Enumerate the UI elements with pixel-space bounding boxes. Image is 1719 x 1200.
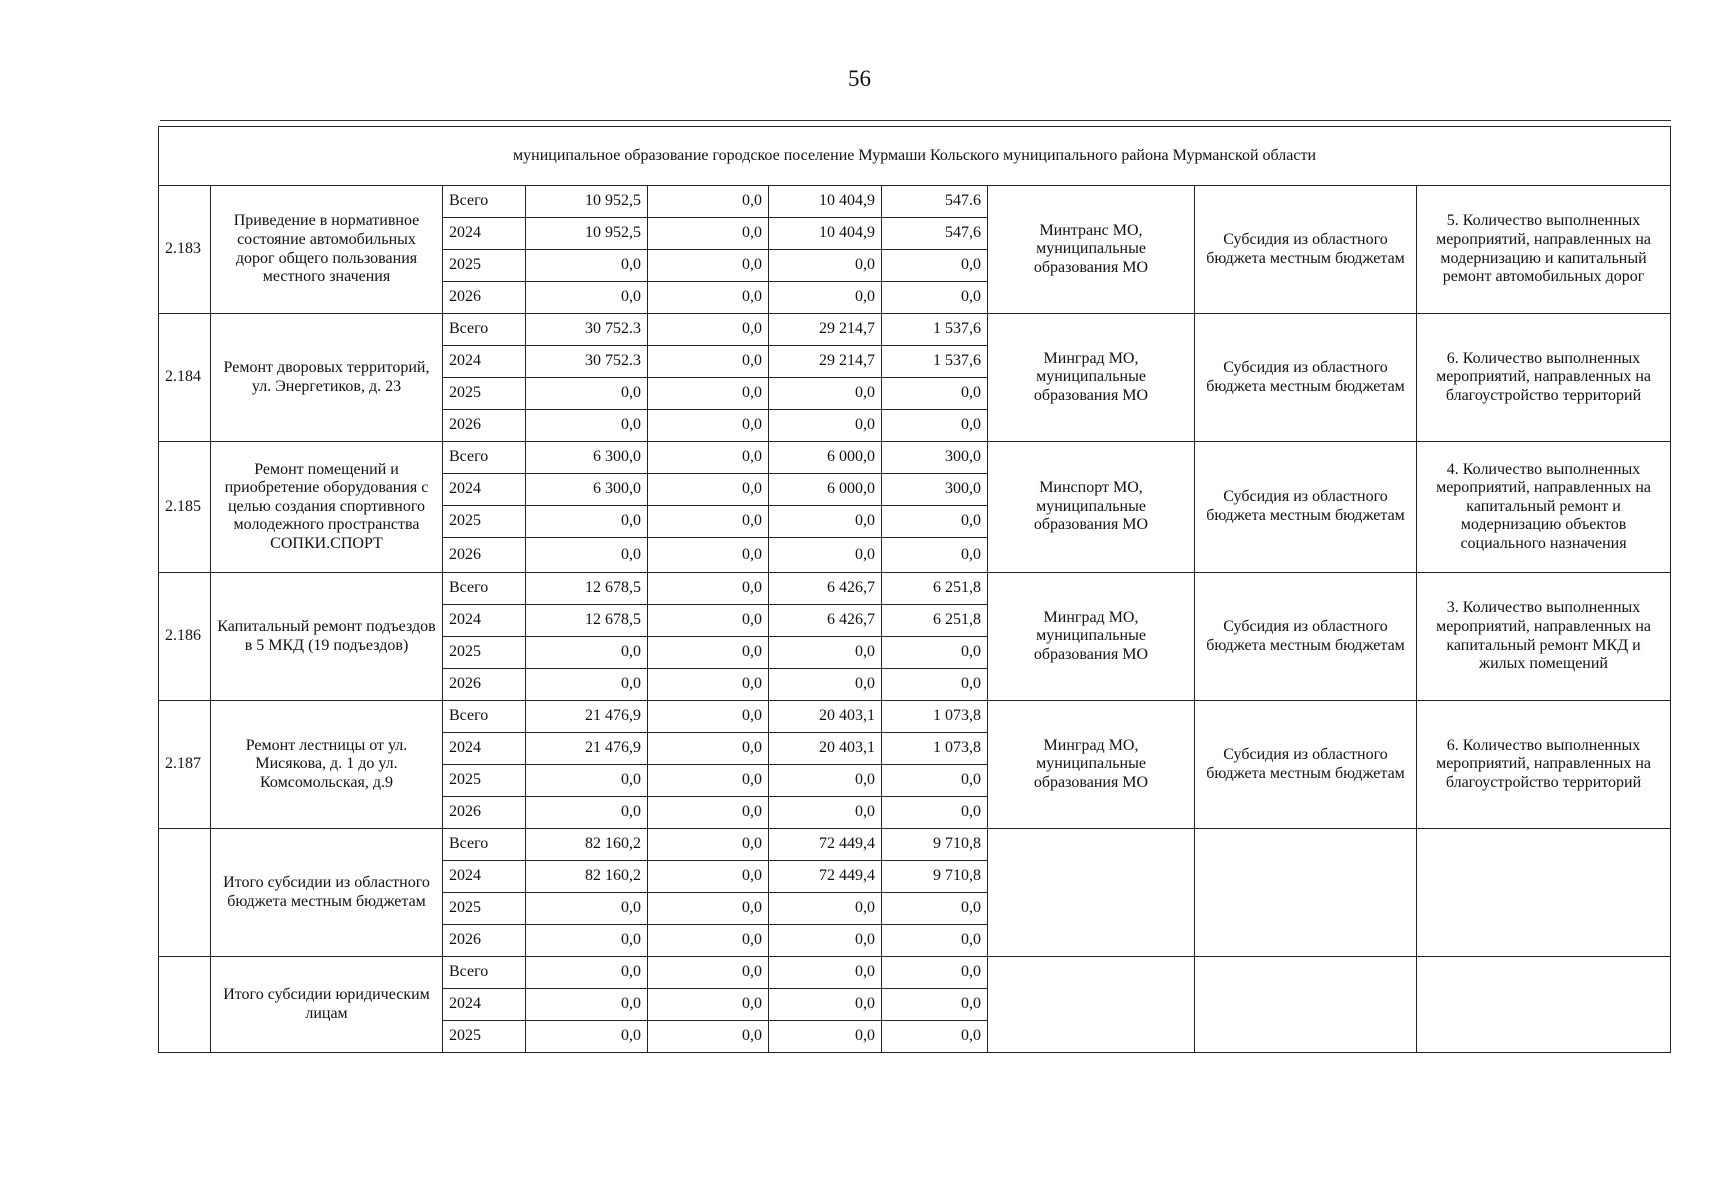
value-total: 0,0 [526, 1021, 648, 1053]
value-regional: 0,0 [769, 1021, 882, 1053]
row-number: 2.183 [159, 186, 211, 314]
value-local: 0,0 [882, 506, 988, 538]
measure-name: Ремонт лестницы от ул. Мисякова, д. 1 до ул. Комсомольская, д.9 [211, 701, 443, 829]
row-number [159, 829, 211, 957]
value-total: 0,0 [526, 538, 648, 573]
value-local: 547.6 [882, 186, 988, 218]
value-regional: 29 214,7 [769, 346, 882, 378]
year-cell: 2025 [443, 250, 526, 282]
indicator-cell: 6. Количество выполненных мероприятий, направленных на благоустройство территорий [1417, 314, 1671, 442]
value-federal: 0,0 [648, 925, 769, 957]
value-local: 1 073,8 [882, 733, 988, 765]
value-federal: 0,0 [648, 186, 769, 218]
value-local: 300,0 [882, 442, 988, 474]
value-local: 0,0 [882, 378, 988, 410]
table-row [159, 957, 1671, 989]
value-federal: 0,0 [648, 733, 769, 765]
value-regional: 0,0 [769, 250, 882, 282]
value-federal: 0,0 [648, 797, 769, 829]
value-local: 0,0 [882, 410, 988, 442]
value-regional: 6 000,0 [769, 474, 882, 506]
measure-name: Итого субсидии из областного бюджета местным бюджетам [211, 829, 443, 957]
value-federal: 0,0 [648, 893, 769, 925]
value-regional: 0,0 [769, 378, 882, 410]
value-federal: 0,0 [648, 506, 769, 538]
value-total: 10 952,5 [526, 218, 648, 250]
value-total: 0,0 [526, 410, 648, 442]
value-federal: 0,0 [648, 861, 769, 893]
value-total: 0,0 [526, 506, 648, 538]
year-cell: 2024 [443, 474, 526, 506]
row-number: 2.185 [159, 442, 211, 573]
value-regional: 0,0 [769, 957, 882, 989]
measure-name: Ремонт дворовых территорий, ул. Энергетиков, д. 23 [211, 314, 443, 442]
value-total: 0,0 [526, 797, 648, 829]
value-total: 0,0 [526, 282, 648, 314]
value-federal: 0,0 [648, 346, 769, 378]
budget-table [158, 126, 1671, 1053]
value-federal: 0,0 [648, 989, 769, 1021]
funding-source-cell: Субсидия из областного бюджета местным бюджетам [1195, 701, 1417, 829]
value-federal: 0,0 [648, 573, 769, 605]
value-local: 1 537,6 [882, 314, 988, 346]
value-regional: 6 426,7 [769, 605, 882, 637]
value-federal: 0,0 [648, 957, 769, 989]
funding-source-cell: Субсидия из областного бюджета местным бюджетам [1195, 186, 1417, 314]
value-federal: 0,0 [648, 605, 769, 637]
year-cell: Всего [443, 573, 526, 605]
year-cell: 2024 [443, 218, 526, 250]
value-local: 0,0 [882, 765, 988, 797]
value-local: 0,0 [882, 669, 988, 701]
value-total: 0,0 [526, 893, 648, 925]
value-local: 0,0 [882, 538, 988, 573]
value-total: 10 952,5 [526, 186, 648, 218]
year-cell: 2024 [443, 861, 526, 893]
row-number: 2.186 [159, 573, 211, 701]
value-regional: 0,0 [769, 797, 882, 829]
value-regional: 10 404,9 [769, 218, 882, 250]
table-row [159, 442, 1671, 474]
year-cell: Всего [443, 314, 526, 346]
value-regional: 0,0 [769, 925, 882, 957]
value-total: 21 476,9 [526, 733, 648, 765]
year-cell: 2025 [443, 378, 526, 410]
value-local: 0,0 [882, 282, 988, 314]
value-local: 1 073,8 [882, 701, 988, 733]
value-total: 0,0 [526, 765, 648, 797]
value-local: 9 710,8 [882, 829, 988, 861]
value-federal: 0,0 [648, 442, 769, 474]
indicator-cell: 4. Количество выполненных мероприятий, направленных на капитальный ремонт и модернизацию объектов социального назначения [1417, 442, 1671, 573]
value-regional: 0,0 [769, 282, 882, 314]
value-local: 6 251,8 [882, 573, 988, 605]
value-local: 547,6 [882, 218, 988, 250]
year-cell: 2025 [443, 765, 526, 797]
measure-name: Итого субсидии юридическим лицам [211, 957, 443, 1053]
value-local: 0,0 [882, 250, 988, 282]
value-federal: 0,0 [648, 218, 769, 250]
value-federal: 0,0 [648, 701, 769, 733]
funding-source-cell: Субсидия из областного бюджета местным бюджетам [1195, 314, 1417, 442]
value-local: 0,0 [882, 925, 988, 957]
year-cell: 2025 [443, 1021, 526, 1053]
year-cell: 2026 [443, 669, 526, 701]
value-local: 0,0 [882, 893, 988, 925]
value-total: 21 476,9 [526, 701, 648, 733]
value-federal: 0,0 [648, 282, 769, 314]
value-federal: 0,0 [648, 829, 769, 861]
value-total: 12 678,5 [526, 605, 648, 637]
value-regional: 0,0 [769, 410, 882, 442]
value-local: 0,0 [882, 989, 988, 1021]
value-regional: 10 404,9 [769, 186, 882, 218]
value-local: 0,0 [882, 1021, 988, 1053]
table-row [159, 701, 1671, 733]
value-regional: 29 214,7 [769, 314, 882, 346]
value-regional: 20 403,1 [769, 733, 882, 765]
year-cell: 2024 [443, 605, 526, 637]
value-regional: 0,0 [769, 989, 882, 1021]
value-regional: 20 403,1 [769, 701, 882, 733]
funding-source-cell [1195, 957, 1417, 1053]
year-cell: 2026 [443, 797, 526, 829]
year-cell: 2026 [443, 410, 526, 442]
year-cell: Всего [443, 442, 526, 474]
executor-cell [988, 957, 1195, 1053]
value-total: 12 678,5 [526, 573, 648, 605]
value-federal: 0,0 [648, 474, 769, 506]
indicator-cell: 5. Количество выполненных мероприятий, направленных на модернизацию и капитальный ремонт автомобильных дорог [1417, 186, 1671, 314]
year-cell: 2025 [443, 637, 526, 669]
year-cell: Всего [443, 701, 526, 733]
year-cell: Всего [443, 829, 526, 861]
year-cell: Всего [443, 186, 526, 218]
measure-name: Приведение в нормативное состояние автомобильных дорог общего пользования местного значения [211, 186, 443, 314]
measure-name: Капитальный ремонт подъездов в 5 МКД (19 подъездов) [211, 573, 443, 701]
indicator-cell [1417, 957, 1671, 1053]
value-total: 30 752.3 [526, 314, 648, 346]
value-federal: 0,0 [648, 538, 769, 573]
value-federal: 0,0 [648, 765, 769, 797]
value-regional: 0,0 [769, 765, 882, 797]
value-local: 6 251,8 [882, 605, 988, 637]
executor-cell: Минград МО, муниципальные образования МО [988, 573, 1195, 701]
funding-source-cell: Субсидия из областного бюджета местным бюджетам [1195, 573, 1417, 701]
table-header: муниципальное образование городское поселение Мурмаши Кольского муниципального района Мурманской области [159, 127, 1671, 186]
executor-cell: Минспорт МО, муниципальные образования МО [988, 442, 1195, 573]
executor-cell: Минтранс МО, муниципальные образования МО [988, 186, 1195, 314]
value-total: 0,0 [526, 669, 648, 701]
year-cell: 2024 [443, 346, 526, 378]
value-regional: 0,0 [769, 637, 882, 669]
executor-cell: Минград МО, муниципальные образования МО [988, 314, 1195, 442]
indicator-cell: 6. Количество выполненных мероприятий, направленных на благоустройство территорий [1417, 701, 1671, 829]
value-federal: 0,0 [648, 637, 769, 669]
value-regional: 6 000,0 [769, 442, 882, 474]
value-total: 0,0 [526, 378, 648, 410]
table-row [159, 573, 1671, 605]
value-total: 6 300,0 [526, 442, 648, 474]
value-local: 9 710,8 [882, 861, 988, 893]
value-total: 30 752.3 [526, 346, 648, 378]
value-regional: 6 426,7 [769, 573, 882, 605]
year-cell: 2026 [443, 282, 526, 314]
value-federal: 0,0 [648, 314, 769, 346]
value-local: 0,0 [882, 957, 988, 989]
year-cell: 2026 [443, 925, 526, 957]
year-cell: Всего [443, 957, 526, 989]
row-number [159, 957, 211, 1053]
value-total: 82 160,2 [526, 861, 648, 893]
value-federal: 0,0 [648, 250, 769, 282]
indicator-cell: 3. Количество выполненных мероприятий, направленных на капитальный ремонт МКД и жилых помещений [1417, 573, 1671, 701]
table-header-row [159, 127, 1671, 186]
indicator-cell [1417, 829, 1671, 957]
value-regional: 0,0 [769, 506, 882, 538]
value-total: 6 300,0 [526, 474, 648, 506]
executor-cell [988, 829, 1195, 957]
value-local: 0,0 [882, 637, 988, 669]
funding-source-cell: Субсидия из областного бюджета местным бюджетам [1195, 442, 1417, 573]
table-row [159, 829, 1671, 861]
year-cell: 2025 [443, 506, 526, 538]
year-cell: 2026 [443, 538, 526, 573]
value-local: 1 537,6 [882, 346, 988, 378]
value-regional: 0,0 [769, 669, 882, 701]
value-total: 82 160,2 [526, 829, 648, 861]
value-total: 0,0 [526, 925, 648, 957]
value-regional: 0,0 [769, 893, 882, 925]
year-cell: 2025 [443, 893, 526, 925]
value-total: 0,0 [526, 989, 648, 1021]
measure-name: Ремонт помещений и приобретение оборудования с целью создания спортивного молодежного пространства СОПКИ.СПОРТ [211, 442, 443, 573]
value-total: 0,0 [526, 957, 648, 989]
value-federal: 0,0 [648, 378, 769, 410]
page-number: 56 [848, 66, 871, 91]
table-row [159, 314, 1671, 346]
row-number: 2.184 [159, 314, 211, 442]
value-regional: 72 449,4 [769, 861, 882, 893]
table-row [159, 186, 1671, 218]
value-local: 300,0 [882, 474, 988, 506]
year-cell: 2024 [443, 733, 526, 765]
year-cell: 2024 [443, 989, 526, 1021]
executor-cell: Минград МО, муниципальные образования МО [988, 701, 1195, 829]
funding-source-cell [1195, 829, 1417, 957]
top-rule [160, 120, 1671, 121]
value-regional: 0,0 [769, 538, 882, 573]
value-regional: 72 449,4 [769, 829, 882, 861]
value-total: 0,0 [526, 637, 648, 669]
value-total: 0,0 [526, 250, 648, 282]
value-local: 0,0 [882, 797, 988, 829]
row-number: 2.187 [159, 701, 211, 829]
value-federal: 0,0 [648, 410, 769, 442]
value-federal: 0,0 [648, 669, 769, 701]
value-federal: 0,0 [648, 1021, 769, 1053]
